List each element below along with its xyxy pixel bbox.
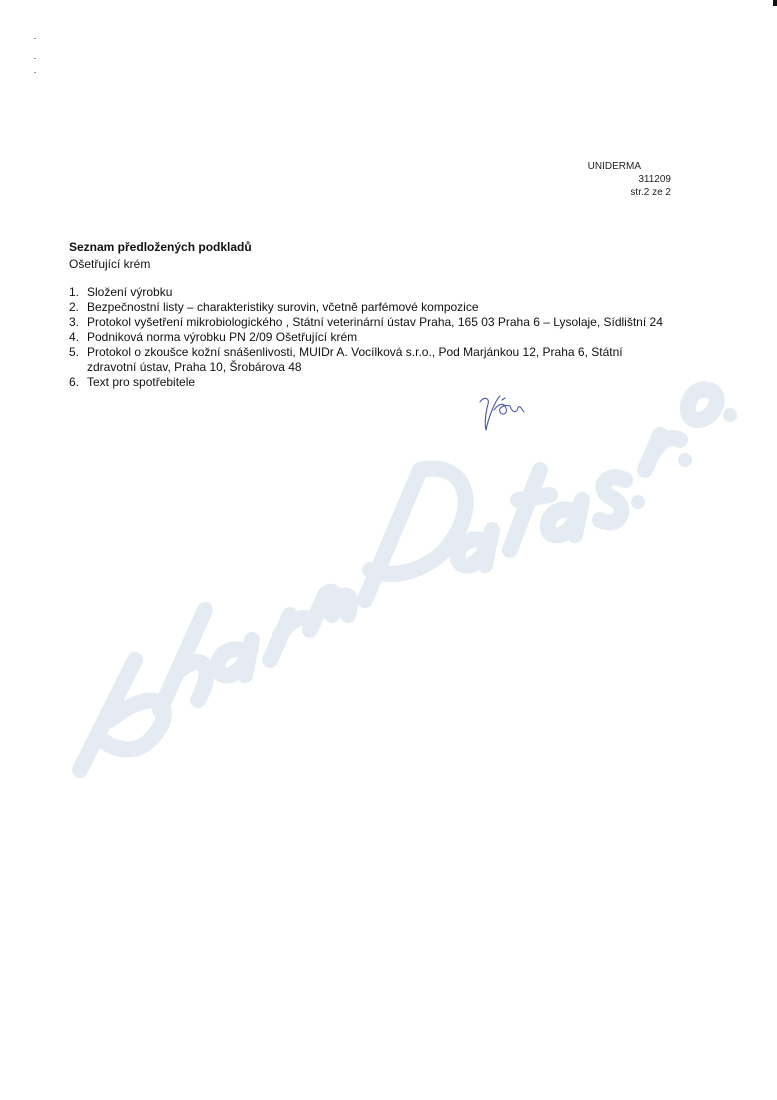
list-item-number: 2. (69, 300, 80, 314)
list-item (69, 345, 669, 375)
list-item (69, 330, 669, 345)
document-header (587, 160, 671, 199)
scan-artifact-dots (34, 38, 40, 78)
list-item-text: Bezpečnostní listy – charakteristiky surovin, včetně parfémové kompozice (87, 300, 479, 314)
list-item (69, 285, 669, 300)
handwritten-signature (478, 392, 536, 432)
list-item (69, 315, 669, 330)
list-item-number: 6. (69, 375, 80, 389)
document-code: 311209 (638, 174, 671, 185)
list-item-number: 3. (69, 315, 80, 329)
document-title: Seznam předložených podkladů (69, 240, 252, 254)
list-item-text: Protokol o zkoušce kožní snášenlivosti, MUIDr A. Vocílková s.r.o., Pod Marjánkou 12, Praha 6, Státní zdravotní ústav, Praha 10, Šrobárova 48 (87, 345, 623, 374)
list-item-number: 5. (69, 345, 80, 359)
list-item-text: Podniková norma výrobku PN 2/09 Ošetřující krém (87, 330, 358, 344)
list-item-number: 4. (69, 330, 80, 344)
list-item-text: Složení výrobku (87, 285, 173, 299)
document-subtitle: Ošetřující krém (69, 257, 151, 271)
scan-corner-mark (773, 0, 777, 6)
document-list (69, 285, 669, 390)
list-item (69, 375, 669, 390)
list-item-text: Protokol vyšetření mikrobiologického , Státní veterinární ústav Praha, 165 03 Praha 6 – Lysolaje, Sídlištní 24 (87, 315, 663, 329)
list-item-text: Text pro spotřebitele (87, 375, 196, 389)
list-item (69, 300, 669, 315)
page-info: str.2 ze 2 (630, 187, 671, 198)
company-name: UNIDERMA (587, 161, 641, 172)
list-item-number: 1. (69, 285, 80, 299)
